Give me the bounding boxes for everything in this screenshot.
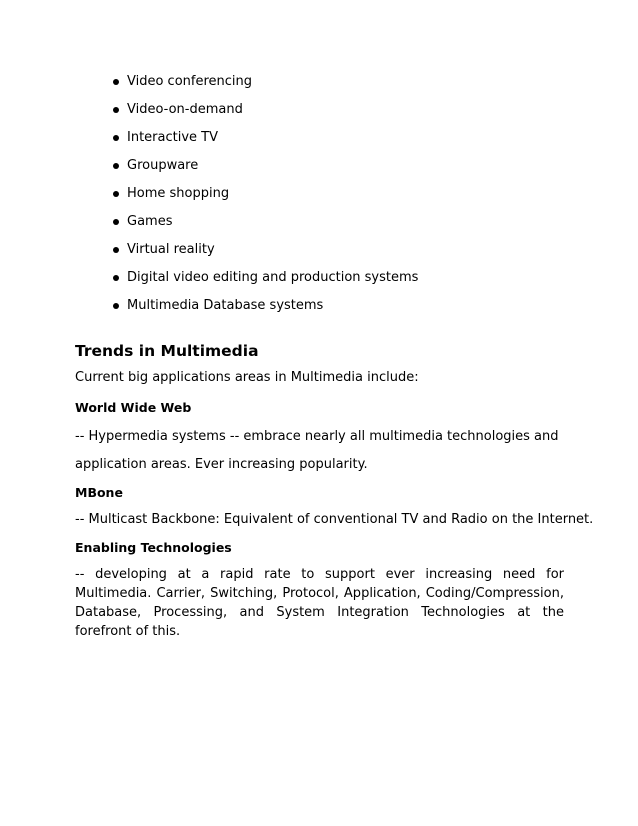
enabling-technologies-heading: Enabling Technologies <box>75 540 232 555</box>
bullet-dot-icon <box>113 247 119 253</box>
bullet-item <box>113 100 593 128</box>
bullet-item <box>113 268 593 296</box>
bullet-item <box>113 212 593 240</box>
bullet-dot-icon <box>113 191 119 197</box>
mbone-description: -- Multicast Backbone: Equivalent of conventional TV and Radio on the Internet. <box>75 512 594 527</box>
bullet-text: Interactive TV <box>127 130 218 145</box>
bullet-text: Games <box>127 214 173 229</box>
bullet-item <box>113 296 593 324</box>
bullet-dot-icon <box>113 303 119 309</box>
bullet-dot-icon <box>113 163 119 169</box>
bullet-item <box>113 128 593 156</box>
www-heading: World Wide Web <box>75 400 192 415</box>
bullet-text: Groupware <box>127 158 199 173</box>
section-title: Trends in Multimedia <box>75 342 259 360</box>
bullet-text: Video-on-demand <box>127 102 243 117</box>
bullet-text: Virtual reality <box>127 242 215 257</box>
bullet-text: Digital video editing and production systems <box>127 270 419 285</box>
bullet-item <box>113 184 593 212</box>
bullet-dot-icon <box>113 107 119 113</box>
enabling-technologies-description: -- developing at a rapid rate to support ever increasing need for Multimedia. Carrier, Switching, Protocol, Application, Coding/Compression, Database, Processing, and System Integration Technologies at the forefront of this. <box>75 567 564 639</box>
bullet-dot-icon <box>113 79 119 85</box>
bullet-text: Home shopping <box>127 186 230 201</box>
bullet-text: Video conferencing <box>127 74 253 89</box>
bullet-item <box>113 156 593 184</box>
www-description-line-2: application areas. Ever increasing popularity. <box>75 457 368 472</box>
bullet-dot-icon <box>113 219 119 225</box>
intro-text: Current big applications areas in Multimedia include: <box>75 370 419 385</box>
application-bullet-list <box>113 72 593 324</box>
bullet-text: Multimedia Database systems <box>127 298 324 313</box>
bullet-item <box>113 72 593 100</box>
bullet-dot-icon <box>113 275 119 281</box>
www-description-line-1: -- Hypermedia systems -- embrace nearly all multimedia technologies and <box>75 429 559 444</box>
bullet-item <box>113 240 593 268</box>
bullet-dot-icon <box>113 135 119 141</box>
mbone-heading: MBone <box>75 485 123 500</box>
